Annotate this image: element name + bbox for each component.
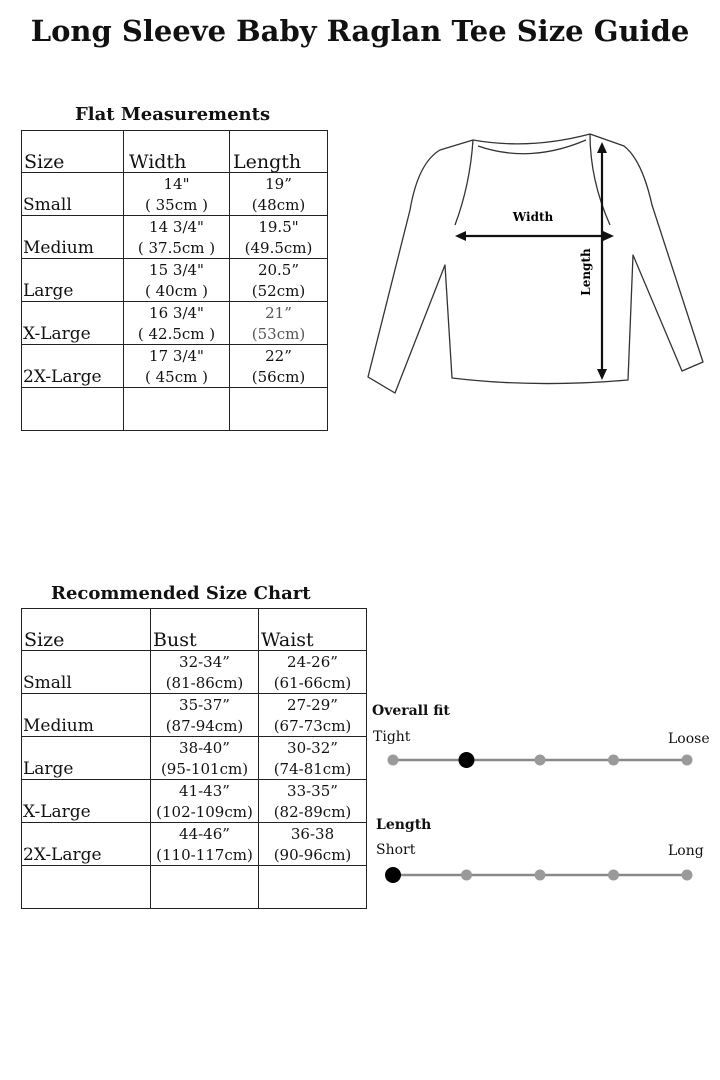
waist-cm: (82-89cm) bbox=[273, 803, 352, 821]
column-header-waist: Waist bbox=[261, 629, 314, 651]
length-cm: (49.5cm) bbox=[244, 239, 313, 257]
bust-cm: (87-94cm) bbox=[165, 717, 244, 735]
flat-measurements-heading: Flat Measurements bbox=[75, 104, 271, 125]
table-row bbox=[22, 780, 367, 823]
waist-cm: (67-73cm) bbox=[273, 717, 352, 735]
size-label: Large bbox=[23, 759, 74, 779]
length-fit-scale bbox=[380, 860, 700, 890]
overall-fit-selected-dot bbox=[459, 752, 475, 768]
overall-fit-dot bbox=[535, 755, 546, 766]
table-row bbox=[22, 302, 328, 345]
table-row bbox=[22, 737, 367, 780]
width-cm: ( 42.5cm ) bbox=[137, 325, 216, 343]
length-inches: 19” bbox=[265, 175, 292, 193]
bust-cm: (110-117cm) bbox=[156, 846, 253, 864]
size-label: Large bbox=[23, 281, 74, 301]
flat-measurements-table bbox=[21, 130, 328, 431]
overall-fit-dot bbox=[608, 755, 619, 766]
size-label: Medium bbox=[23, 238, 94, 258]
length-inches: 22” bbox=[265, 347, 292, 365]
page-title: Long Sleeve Baby Raglan Tee Size Guide bbox=[30, 14, 690, 48]
waist-cm: (90-96cm) bbox=[273, 846, 352, 864]
column-header-bust: Bust bbox=[153, 629, 197, 651]
table-row bbox=[22, 216, 328, 259]
width-cm: ( 35cm ) bbox=[145, 196, 208, 214]
waist-inches: 36-38 bbox=[290, 825, 335, 843]
waist-cm: (74-81cm) bbox=[273, 760, 352, 778]
overall-fit-dot bbox=[682, 755, 693, 766]
length-inches: 19.5" bbox=[258, 218, 299, 236]
column-header-length: Length bbox=[233, 151, 302, 173]
length-label: Length bbox=[579, 248, 593, 296]
overall-fit-scale bbox=[380, 745, 700, 775]
length-cm: (56cm) bbox=[251, 368, 306, 386]
length-fit-dot bbox=[461, 870, 472, 881]
width-label: Width bbox=[512, 210, 554, 224]
table-row bbox=[22, 823, 367, 866]
length-inches: 20.5” bbox=[257, 261, 300, 279]
bust-inches: 32-34” bbox=[179, 653, 230, 671]
table-row-empty bbox=[22, 388, 328, 431]
table-row bbox=[22, 345, 328, 388]
waist-inches: 30-32” bbox=[287, 739, 338, 757]
waist-inches: 24-26” bbox=[287, 653, 338, 671]
waist-inches: 27-29” bbox=[287, 696, 338, 714]
length-cm: (52cm) bbox=[251, 282, 306, 300]
width-inches: 14 3/4" bbox=[149, 218, 204, 236]
length-fit-label: Length bbox=[376, 817, 432, 833]
overall-fit-dot bbox=[388, 755, 399, 766]
bust-inches: 41-43” bbox=[179, 782, 230, 800]
table-row bbox=[22, 694, 367, 737]
length-fit-dot bbox=[535, 870, 546, 881]
overall-fit-left-label: Tight bbox=[373, 729, 411, 745]
length-fit-dot bbox=[682, 870, 693, 881]
size-label: 2X-Large bbox=[23, 367, 102, 387]
table-row bbox=[22, 173, 328, 216]
bust-cm: (81-86cm) bbox=[165, 674, 244, 692]
width-inches: 14" bbox=[163, 175, 190, 193]
length-cm: (53cm) bbox=[251, 325, 306, 343]
length-fit-left-label: Short bbox=[376, 842, 416, 858]
length-cm: (48cm) bbox=[251, 196, 306, 214]
size-label: X-Large bbox=[23, 324, 91, 344]
size-label: Small bbox=[23, 673, 72, 693]
table-row bbox=[22, 259, 328, 302]
table-header-row bbox=[22, 131, 328, 173]
width-inches: 17 3/4" bbox=[149, 347, 204, 365]
length-fit-dot bbox=[608, 870, 619, 881]
recommended-size-table bbox=[21, 608, 367, 909]
bust-cm: (102-109cm) bbox=[156, 803, 253, 821]
shirt-diagram bbox=[360, 128, 708, 400]
bust-inches: 44-46” bbox=[179, 825, 230, 843]
waist-cm: (61-66cm) bbox=[273, 674, 352, 692]
size-label: Small bbox=[23, 195, 72, 215]
table-header-row bbox=[22, 609, 367, 651]
column-header-size: Size bbox=[24, 151, 65, 173]
shirt-outline bbox=[368, 134, 703, 393]
column-header-size: Size bbox=[24, 629, 65, 651]
length-fit-selected-dot bbox=[385, 867, 401, 883]
width-cm: ( 40cm ) bbox=[145, 282, 208, 300]
size-label: 2X-Large bbox=[23, 845, 102, 865]
table-row-empty bbox=[22, 866, 367, 909]
table-row bbox=[22, 651, 367, 694]
bust-inches: 35-37” bbox=[179, 696, 230, 714]
waist-inches: 33-35” bbox=[287, 782, 338, 800]
bust-cm: (95-101cm) bbox=[160, 760, 249, 778]
width-inches: 15 3/4" bbox=[149, 261, 204, 279]
length-inches: 21” bbox=[265, 304, 292, 322]
length-fit-right-label: Long bbox=[668, 843, 704, 859]
width-cm: ( 45cm ) bbox=[145, 368, 208, 386]
width-cm: ( 37.5cm ) bbox=[137, 239, 216, 257]
size-label: X-Large bbox=[23, 802, 91, 822]
recommended-size-heading: Recommended Size Chart bbox=[51, 583, 311, 604]
bust-inches: 38-40” bbox=[179, 739, 230, 757]
overall-fit-right-label: Loose bbox=[668, 731, 710, 747]
column-header-width: Width bbox=[129, 151, 187, 173]
size-label: Medium bbox=[23, 716, 94, 736]
overall-fit-label: Overall fit bbox=[372, 703, 450, 719]
width-inches: 16 3/4" bbox=[149, 304, 204, 322]
